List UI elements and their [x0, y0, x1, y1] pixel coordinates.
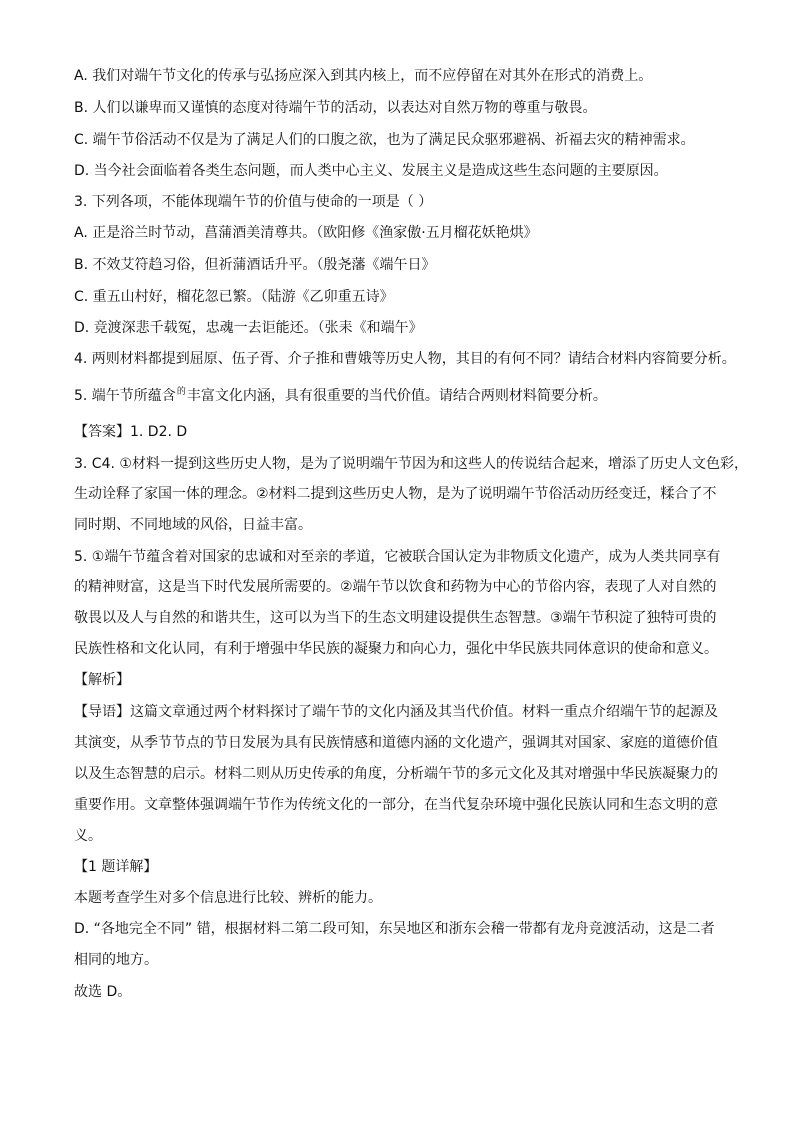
- detail-line-1: 本题考查学生对多个信息进行比较、辨析的能力。: [74, 890, 382, 906]
- answer-5-line-2: 的精神财富，这是当下时代发展所需要的。②端午节以饮食和药物为中心的节俗内容，表现了人对自然的: [74, 579, 717, 595]
- answer-line: [74, 422, 724, 442]
- question-5-after: 丰富文化内涵，具有很重要的当代价值。请结合两则材料简要分析。: [186, 388, 607, 404]
- option-3a: A. 正是浴兰时节动，菖蒲酒美清尊共。（欧阳修《渔家傲·五月榴花妖艳烘》: [74, 225, 538, 241]
- question-5: [74, 386, 724, 408]
- guide-line-5: 义。: [74, 828, 102, 844]
- guide-line-3: 以及生态智慧的启示。材料二则从历史传承的角度，分析端午节的多元文化及其对增强中华民族凝聚力的: [74, 766, 718, 782]
- question-5-before: 5. 端午节所蕴含: [74, 388, 176, 404]
- option-3b: B. 不效艾符趋习俗，但祈蒲酒话升平。（殷尧藩《端午日》: [74, 257, 436, 273]
- guide-line-4: 重要作用。文章整体强调端午节作为传统文化的一部分，在当代复杂环境中强化民族认同和生态文明的意: [74, 797, 718, 813]
- answer-3-line-2: 生动诠释了家国一体的理念。②材料二提到这些历史人物，是为了说明端午节俗活动历经变迁，糅合了不: [74, 486, 717, 502]
- conclusion: 故选 D。: [74, 984, 132, 1000]
- option-2c: C. 端午节俗活动不仅是为了满足人们的口腹之欲，也为了满足民众驱邪避祸、祈福去灾的精神需求。: [74, 132, 695, 148]
- answer-5-line-4: 民族性格和文化认同，有利于增强中华民族的凝聚力和向心力，强化中华民族共同体意识的使命和意义。: [74, 641, 718, 657]
- option-3c: C. 重五山村好，榴花忽已繁。（陆游《乙卯重五诗》: [74, 289, 394, 305]
- option-2d: D. 当今社会面临着各类生态问题，而人类中心主义、发展主义是造成这些生态问题的主要原因。: [74, 163, 668, 179]
- question-3-stem: 3. 下列各项，不能体现端午节的价值与使命的一项是（ ）: [74, 194, 433, 210]
- option-2a: A. 我们对端午节文化的传承与弘扬应深入到其内核上，而不应停留在对其外在形式的消费上。: [74, 68, 653, 84]
- question-5-superscript: 的: [176, 387, 186, 397]
- answer-5-line-3: 敬畏以及人与自然的和谐共生，这可以为当下的生态文明建设提供生态智慧。③端午节积淀了独特可贵的: [74, 610, 717, 626]
- answer-3-line-3: 同时期、不同地域的风俗，日益丰富。: [74, 517, 312, 533]
- answer-label: 【答案】: [74, 424, 130, 440]
- answer-3-line-1: 3. C4. ①材料一提到这些历史人物，是为了说明端午节因为和这些人的传说结合起来，增添了历史人文色彩，: [74, 456, 748, 472]
- answer-1-2: 1. D2. D: [130, 424, 188, 440]
- detail-line-3: 相同的地方。: [74, 952, 158, 968]
- guide-line-1: 【导语】这篇文章通过两个材料探讨了端午节的文化内涵及其当代价值。材料一重点介绍端午节的起源及: [74, 704, 718, 720]
- detail-label: 【1 题详解】: [74, 859, 158, 875]
- question-4: 4. 两则材料都提到屈原、伍子胥、介子推和曹娥等历史人物，其目的有何不同？请结合材料内容简要分析。: [74, 351, 736, 367]
- guide-line-2: 其演变，从季节节点的节日发展为具有民族情感和道德内涵的文化遗产，强调其对国家、家庭的道德价值: [74, 735, 718, 751]
- answer-5-line-1: 5. ①端午节蕴含着对国家的忠诚和对至亲的孝道，它被联合国认定为非物质文化遗产，成为人类共同享有: [74, 549, 721, 565]
- option-3d: D. 竞渡深悲千载冤，忠魂一去讵能还。（张耒《和端午》: [74, 320, 423, 336]
- option-2b: B. 人们以谦卑而又谨慎的态度对待端午节的活动，以表达对自然万物的尊重与敬畏。: [74, 100, 597, 116]
- analysis-label: 【解析】: [74, 672, 130, 688]
- detail-line-2: D. “各地完全不同” 错，根据材料二第二段可知，东吴地区和浙东会稽一带都有龙舟竞渡活动，这是二者: [74, 921, 715, 937]
